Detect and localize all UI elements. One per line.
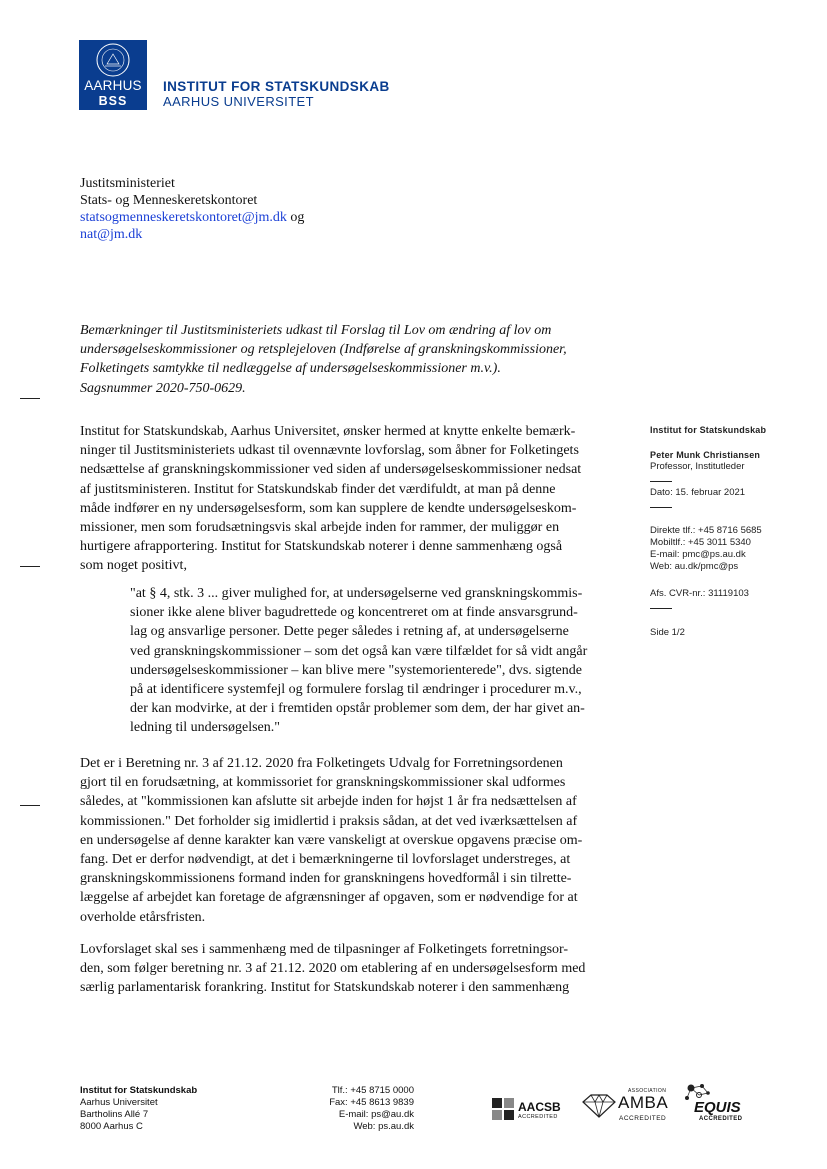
sidebar-mobile: Mobiltlf.: +45 3011 5340 [650,537,751,548]
quote-line: ved granskningskommissioner – som det også kan være tilfældet for så vidt angår [130,643,588,659]
institute-name: INSTITUT FOR STATSKUNDSKAB [163,79,390,94]
amba-label: AMBA [618,1093,669,1112]
footer-email[interactable]: E-mail: ps@au.dk [338,1109,414,1120]
quote-line: "at § 4, stk. 3 ... giver mulighed for, at undersøgelserne ved granskningskommis- [130,586,583,601]
footer-address-line: 8000 Aarhus C [80,1121,143,1132]
amba-association-label: ASSOCIATION [628,1088,667,1094]
text-line: ninger til Justitsministeriets udkast til ovennævnte lovforslag, som åbner for Folketingets [80,443,579,459]
subject-line: Folketingets samtykke til nedlæggelse af undersøgelseskommissioner m.v.). [80,361,501,377]
footer-address-line: Bartholins Allé 7 [80,1109,149,1120]
quote-line: på at identificere systemfejl og formulere forslag til ændringer i procedurer m.v., [130,682,582,698]
sidebar-email[interactable]: E-mail: pmc@ps.au.dk [650,549,746,560]
recipient-line-2: Stats- og Menneskeretskontoret [80,193,258,208]
sidebar-page-number: Side 1/2 [650,627,685,638]
footer-phone: Tlf.: +45 8715 0000 [331,1085,414,1096]
footer-institute: Institut for Statskundskab [80,1085,198,1096]
text-line: fang. Det er derfor nødvendigt, at det i bemærkningerne til lovforslaget understreges, at [80,852,571,868]
sidebar-date: Dato: 15. februar 2021 [650,487,746,498]
footer-web[interactable]: Web: ps.au.dk [353,1121,414,1132]
body-paragraph-3 [80,940,628,998]
equis-label: EQUIS [694,1099,741,1116]
aacsb-accredited-logo [492,1096,572,1124]
text-line: nedsættelse af granskningskommissioner ved siden af undersøgelseskommissioner nedsat [80,462,582,478]
quote-line: ledning til undersøgelsen." [130,720,280,736]
text-line: granskningskommissionens formand inden for granskningens hovedformål i sin tilrette- [80,871,572,887]
sidebar-sender-title: Professor, Institutleder [650,461,745,472]
letter-subject [80,321,640,398]
amba-accredited-logo [582,1088,672,1126]
equis-accredited-label: ACCREDITED [699,1116,743,1122]
subject-line: Bemærkninger til Justitsministeriets udkast til Forslag til Lov om ændring af lov om [80,323,552,338]
text-line: kommissionen." Det forholder sig imidlertid i praksis sådan, at det ved iværksættelsen af [80,813,578,829]
fold-mark [20,805,40,806]
sidebar-sender-name: Peter Munk Christiansen [650,450,761,460]
sidebar-divider [650,507,672,508]
university-seal-icon [87,42,139,78]
aacsb-label: AACSB [518,1100,561,1114]
text-line: måde indfører en ny undersøgelsesform, som kan supplere de kendte undersøgelseskom- [80,500,577,516]
aacsb-accredited-label: ACCREDITED [518,1114,558,1120]
recipient-line-1: Justitsministeriet [80,176,175,191]
quote-line: sioner ikke alene bliver bagudrettede og koncentreret om at finde ansvarsgrund- [130,605,578,621]
quote-line: lag og ansvarlige personer. Dette peger således i retning af, at undersøgelserne [130,624,569,640]
sidebar-divider [650,608,672,609]
footer-contact [290,1085,414,1133]
text-line: gjort til en forudsætning, at kommissoriet for granskningskommissioner skal udformes [80,775,566,791]
text-line: som noget positivt, [80,558,187,574]
equis-accredited-logo [683,1083,749,1125]
footer-address [80,1085,197,1133]
aarhus-bss-logo [79,40,147,110]
sidebar-phone: Direkte tlf.: +45 8716 5685 [650,525,762,536]
text-line: læggelse af arbejdet kan foretage de afgrænsninger af opgaven, som er nødvendige for at [80,890,578,906]
recipient-email-link-2[interactable]: nat@jm.dk [80,227,143,242]
recipient-address [80,175,304,243]
recipient-conjunction: og [286,210,305,225]
sidebar-web[interactable]: Web: au.dk/pmc@ps [650,561,739,572]
footer-address-line: Aarhus Universitet [80,1097,158,1108]
text-line: overholde etårsfristen. [80,909,206,925]
text-line: Det er i Beretning nr. 3 af 21.12. 2020 fra Folketingets Udvalg for Forretningsordenen [80,756,563,771]
amba-diamond-icon [582,1094,616,1118]
subject-line: undersøgelseskommissioner og retsplejeloven (Indførelse af granskningskommissioner, [80,342,567,358]
logo-text-aarhus: AARHUS [84,78,142,93]
text-line: missioner, men som forudsætningsvis skal arbejde inden for rammer, der muliggør en [80,520,560,536]
sidebar-institute: Institut for Statskundskab [650,425,767,435]
text-line: af justitsministeren. Institut for Statskundskab finder det værdifuldt, at man på denne [80,481,556,497]
text-line: særlig parlamentarisk forankring. Institut for Statskundskab noterer i den sammenhæng [80,980,570,996]
body-paragraph-1 [80,422,628,576]
aacsb-mark-icon [492,1098,514,1120]
recipient-email-link-1[interactable]: statsogmenneskeretskontoret@jm.dk [80,210,287,225]
footer-fax: Fax: +45 8613 9839 [329,1097,414,1108]
fold-mark [20,566,40,567]
text-line: Lovforslaget skal ses i sammenhæng med de tilpasninger af Folketingets forretningsor- [80,942,569,957]
body-paragraph-2 [80,754,628,927]
text-line: den, som følger beretning nr. 3 af 21.12. 2020 om etablering af en undersøgelsesform med [80,961,586,977]
quote-line: undersøgelseskommissioner – kan blive mere "systemorienterede", dvs. sigtende [130,662,582,678]
text-line: hurtigere afrapportering. Institut for Statskundskab noterer i denne sammenhæng også [80,539,563,555]
amba-accredited-label: ACCREDITED [619,1115,667,1122]
university-name: AARHUS UNIVERSITET [163,94,314,109]
fold-mark [20,398,40,399]
subject-line: Sagsnummer 2020-750-0629. [80,380,246,396]
block-quote [130,584,626,738]
text-line: Institut for Statskundskab, Aarhus Universitet, ønsker hermed at knytte enkelte bemærk- [80,424,576,439]
text-line: således, at "kommissionen kan afslutte sit arbejde inden for højst 1 år fra nedsættelsen af [80,794,577,810]
logo-text-bss: BSS [98,94,128,108]
text-line: en undersøgelse af denne karakter kan være vanskeligt at overskue opgavens præcise om- [80,832,583,848]
sidebar-divider [650,481,672,482]
quote-line: der kan modvirke, at der i fremtiden opstår problemer som dem, der har givet an- [130,701,585,717]
sidebar-cvr: Afs. CVR-nr.: 31119103 [650,588,749,599]
